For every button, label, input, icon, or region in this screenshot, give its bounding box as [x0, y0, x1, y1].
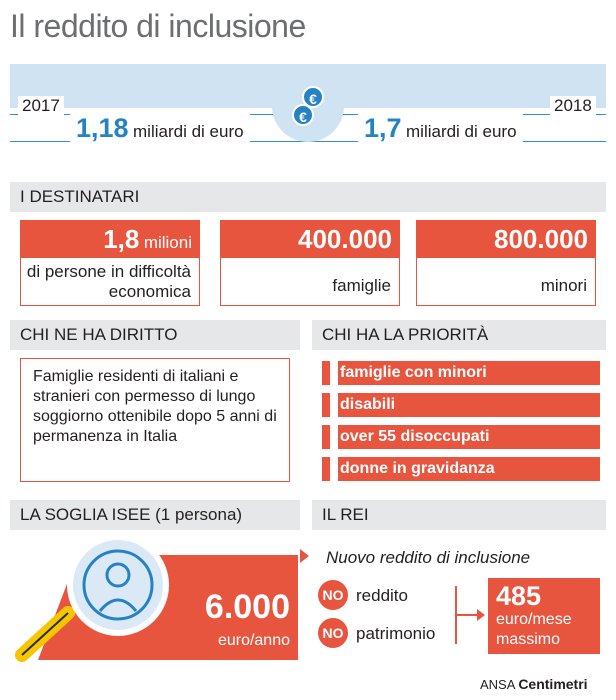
section-il-rei: IL REI — [312, 500, 606, 530]
funds-right — [358, 113, 523, 144]
credit-line — [480, 676, 588, 692]
page-title: Il reddito di inclusione — [10, 8, 306, 44]
funds-right-amount: 1,7 — [364, 113, 402, 143]
diritto-description: Famiglie residenti di italiani e stranieri con permesso di lungo soggiorno ottenibile dopo 5 anni di permanenza in Italia — [20, 358, 290, 482]
card-minori — [416, 220, 596, 306]
year-2018-label: 2018 — [550, 96, 596, 116]
rei-amount-note: massimo — [496, 631, 561, 648]
section-chi-ne-ha-diritto: CHI NE HA DIRITTO — [10, 320, 300, 350]
credit-brand: Centimetri — [518, 676, 588, 692]
card-minori-value: 800.000 — [416, 220, 596, 258]
card-famiglie-label: famiglie — [220, 258, 400, 306]
arrow-right-icon — [300, 549, 309, 563]
arrow-right-icon — [477, 609, 485, 621]
funds-left-unit: miliardi di euro — [133, 122, 244, 141]
priority-marker — [330, 457, 338, 481]
no-badge: NO — [318, 618, 348, 648]
priority-item: over 55 disoccupati — [322, 425, 600, 449]
bracket-connector — [455, 614, 477, 616]
rei-amount: 485 — [496, 581, 542, 611]
funds-left-amount: 1,18 — [76, 113, 129, 143]
funds-left — [70, 113, 250, 144]
card-famiglie — [220, 220, 400, 306]
priority-item: disabili — [322, 393, 600, 417]
card-persone — [20, 220, 200, 306]
rei-amount-box — [488, 578, 600, 654]
card-persone-label: di persone in difficoltà economica — [20, 258, 200, 306]
priority-marker — [330, 361, 338, 385]
priority-item: famiglie con minori — [322, 361, 600, 385]
rei-condition: reddito — [356, 586, 408, 605]
card-minori-label: minori — [416, 258, 596, 306]
rei-condition: patrimonio — [356, 624, 436, 643]
section-soglia-isee: LA SOGLIA ISEE (1 persona) — [10, 500, 300, 530]
priority-item: donne in gravidanza — [322, 457, 600, 481]
funds-right-unit: miliardi di euro — [406, 122, 517, 141]
card-famiglie-value: 400.000 — [220, 220, 400, 258]
soglia-value: 6.000 — [204, 588, 290, 626]
section-chi-ha-la-priorita: CHI HA LA PRIORITÀ — [312, 320, 606, 350]
euro-coin-icon: € — [302, 86, 324, 108]
no-badge: NO — [318, 580, 348, 610]
euro-coins-icon — [272, 70, 344, 142]
priority-marker — [330, 425, 338, 449]
credit-source: ANSA — [480, 677, 515, 692]
rei-amount-unit: euro/mese — [496, 611, 572, 628]
euro-coin-icon: € — [292, 104, 314, 126]
rei-subtitle: Nuovo reddito di inclusione — [326, 548, 531, 567]
card-persone-value: 1,8 milioni — [20, 220, 200, 258]
year-2017-label: 2017 — [18, 96, 64, 116]
priority-marker — [330, 393, 338, 417]
section-destinatari: I DESTINATARI — [10, 182, 606, 212]
soglia-unit: euro/anno — [217, 632, 290, 649]
